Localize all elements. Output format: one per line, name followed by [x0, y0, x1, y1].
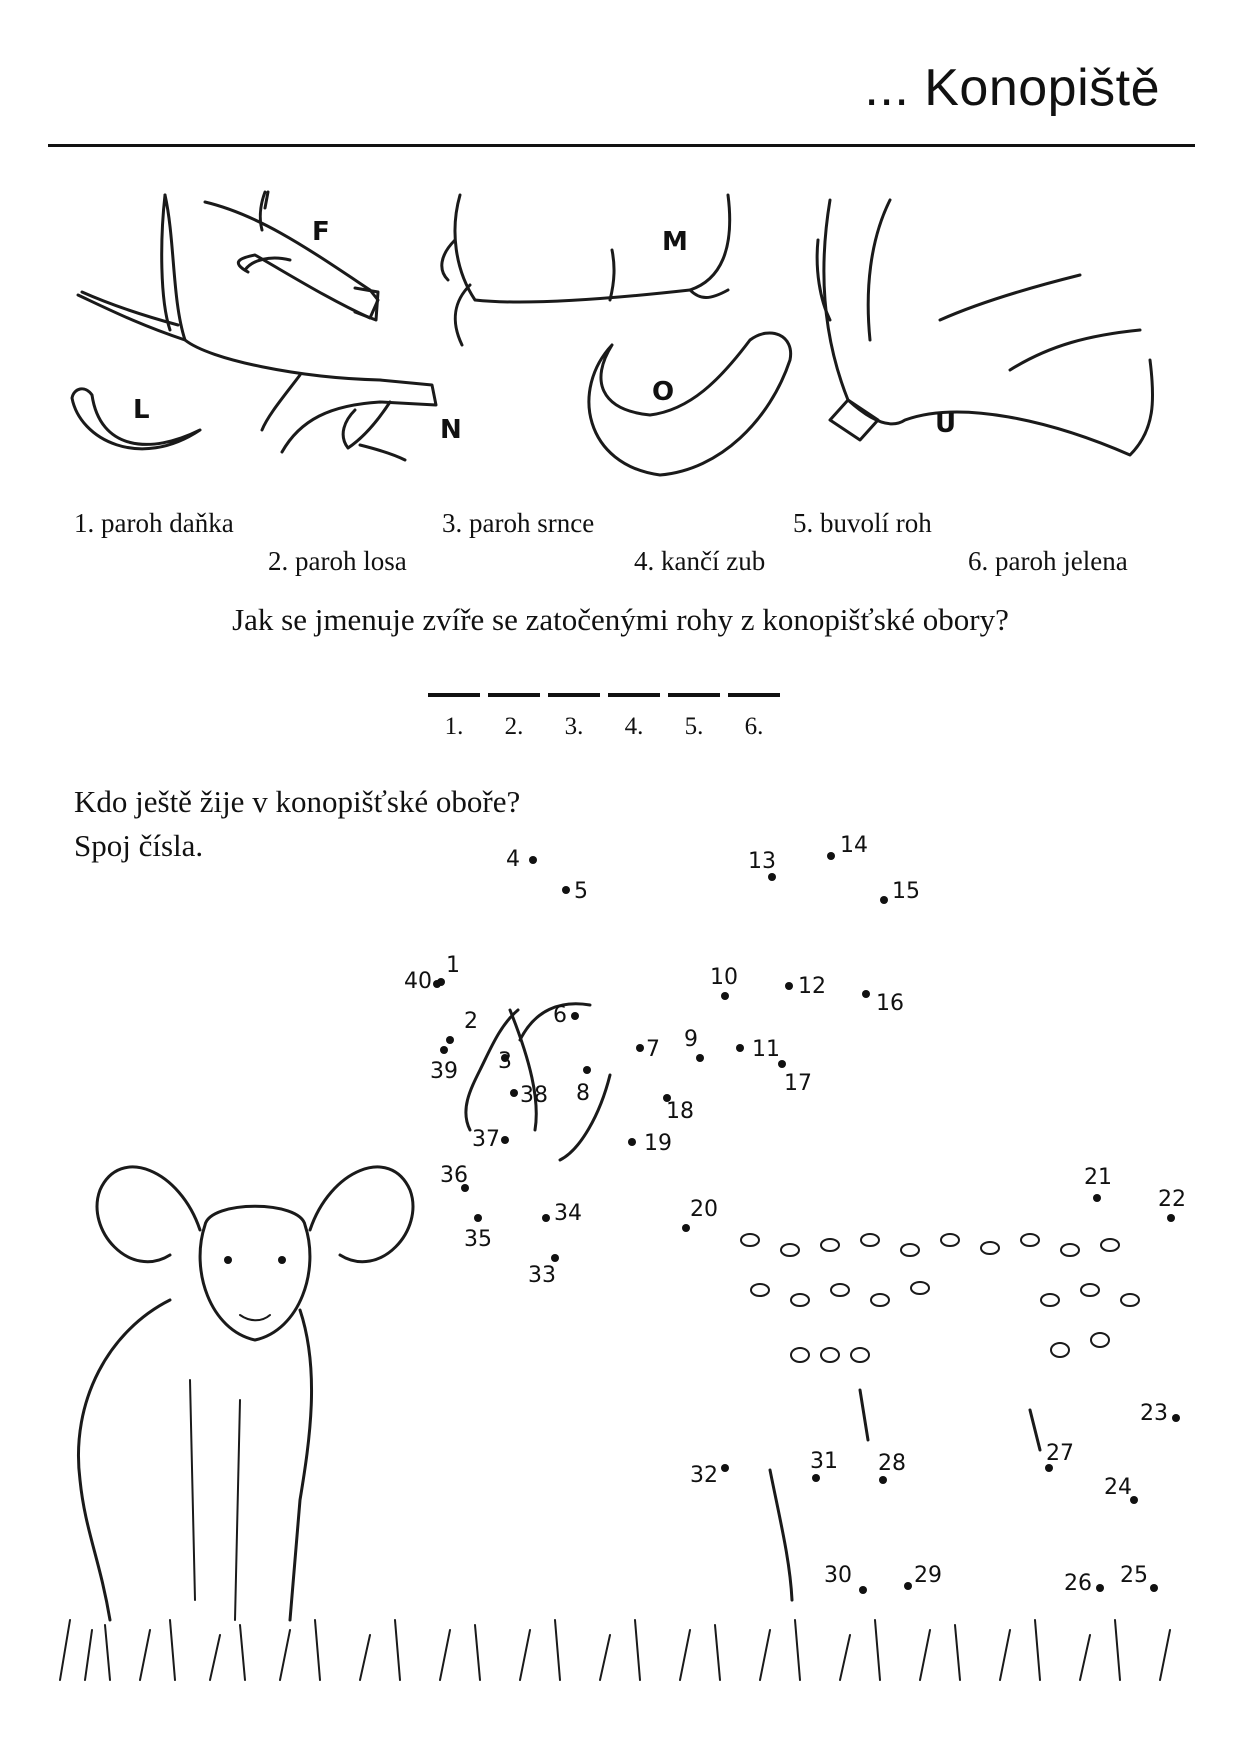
svg-text:21: 21 [1084, 1165, 1112, 1190]
svg-text:8: 8 [576, 1081, 590, 1106]
svg-text:30: 30 [824, 1563, 852, 1588]
answer-slot-number: 4. [624, 713, 644, 740]
question-text: Jak se jmenuje zvíře se zatočenými rohy z konopišťské obory? [232, 602, 1009, 637]
answer-slot-number: 6. [744, 713, 764, 740]
dot-4[interactable] [506, 847, 537, 872]
dot-33[interactable] [528, 1254, 559, 1288]
svg-text:25: 25 [1120, 1563, 1148, 1588]
task-line-1: Kdo ještě žije v konopišťské oboře? [74, 784, 521, 819]
svg-text:33: 33 [528, 1263, 556, 1288]
item-label-1: 1. paroh daňka [74, 508, 234, 538]
page-title: ... Konopiště [864, 59, 1160, 117]
dot-34[interactable] [542, 1201, 582, 1226]
dot-9[interactable] [684, 1027, 704, 1062]
answer-slot-number: 1. [444, 713, 464, 740]
svg-text:7: 7 [646, 1037, 660, 1062]
item-label-2: 2. paroh losa [268, 546, 407, 576]
item-label-6: 6. paroh jelena [968, 546, 1128, 576]
task-line-2: Spoj čísla. [74, 828, 204, 863]
dot-23[interactable] [1140, 1401, 1180, 1426]
svg-text:16: 16 [876, 991, 904, 1016]
dot-37[interactable] [472, 1127, 509, 1152]
dot-36[interactable] [440, 1163, 469, 1192]
svg-text:29: 29 [914, 1563, 942, 1588]
dot-32[interactable] [690, 1463, 729, 1488]
answer-slot-number: 2. [504, 713, 524, 740]
dot-3[interactable] [498, 1049, 512, 1074]
svg-text:14: 14 [840, 833, 868, 858]
letter-o: O [652, 377, 675, 407]
svg-text:22: 22 [1158, 1187, 1186, 1212]
svg-text:37: 37 [472, 1127, 500, 1152]
item-label-5: 5. buvolí roh [793, 508, 932, 538]
dot-10[interactable] [710, 965, 738, 1000]
dot-17[interactable] [778, 1060, 812, 1096]
dot-14[interactable] [827, 833, 868, 860]
dot-18[interactable] [663, 1094, 694, 1124]
svg-text:26: 26 [1064, 1571, 1092, 1596]
dot-26[interactable] [1064, 1571, 1104, 1596]
svg-text:34: 34 [554, 1201, 582, 1226]
dot-28[interactable] [878, 1451, 906, 1484]
dot-24[interactable] [1104, 1475, 1138, 1504]
svg-text:9: 9 [684, 1027, 698, 1052]
dot-31[interactable] [810, 1449, 838, 1482]
dot-20[interactable] [682, 1197, 718, 1232]
letter-n: N [440, 415, 462, 445]
dot-2[interactable] [446, 1009, 478, 1044]
letter-l: L [133, 395, 150, 425]
dot-11[interactable] [736, 1037, 780, 1062]
svg-text:15: 15 [892, 879, 920, 904]
svg-text:3: 3 [498, 1049, 512, 1074]
dot-30[interactable] [824, 1563, 867, 1594]
item-label-4: 4. kančí zub [634, 546, 766, 576]
svg-text:24: 24 [1104, 1475, 1132, 1500]
svg-text:6: 6 [553, 1003, 567, 1028]
svg-text:20: 20 [690, 1197, 718, 1222]
svg-text:5: 5 [574, 879, 588, 904]
letter-m: M [662, 227, 688, 257]
svg-text:1: 1 [446, 953, 460, 978]
svg-text:23: 23 [1140, 1401, 1168, 1426]
svg-text:19: 19 [644, 1131, 672, 1156]
svg-text:10: 10 [710, 965, 738, 990]
dot-39[interactable] [430, 1046, 458, 1084]
svg-text:13: 13 [748, 849, 776, 874]
svg-text:32: 32 [690, 1463, 718, 1488]
dot-12[interactable] [785, 974, 826, 999]
svg-text:18: 18 [666, 1099, 694, 1124]
dot-19[interactable] [628, 1131, 672, 1156]
dot-27[interactable] [1045, 1441, 1074, 1472]
item-label-3: 3. paroh srnce [442, 508, 595, 538]
dot-7[interactable] [636, 1037, 660, 1062]
svg-text:31: 31 [810, 1449, 838, 1474]
svg-text:11: 11 [752, 1037, 780, 1062]
svg-text:38: 38 [520, 1083, 548, 1108]
svg-text:36: 36 [440, 1163, 468, 1188]
dot-15[interactable] [880, 879, 920, 904]
dot-13[interactable] [748, 849, 776, 881]
answer-slot-number: 3. [564, 713, 584, 740]
svg-text:4: 4 [506, 847, 520, 872]
dot-29[interactable] [904, 1563, 942, 1590]
dot-22[interactable] [1158, 1187, 1186, 1222]
dot-38[interactable] [510, 1083, 548, 1108]
dot-40[interactable] [404, 969, 441, 994]
dot-8[interactable] [576, 1066, 591, 1106]
svg-text:40: 40 [404, 969, 432, 994]
svg-text:28: 28 [878, 1451, 906, 1476]
dot-16[interactable] [862, 990, 904, 1016]
dot-25[interactable] [1120, 1563, 1158, 1592]
svg-text:27: 27 [1046, 1441, 1074, 1466]
svg-text:2: 2 [464, 1009, 478, 1034]
dot-35[interactable] [464, 1214, 492, 1252]
svg-text:35: 35 [464, 1227, 492, 1252]
dot-5[interactable] [562, 879, 588, 904]
svg-text:39: 39 [430, 1059, 458, 1084]
svg-text:17: 17 [784, 1071, 812, 1096]
letter-f: F [312, 217, 330, 247]
dot-6[interactable] [553, 1003, 579, 1028]
answer-slot-number: 5. [684, 713, 704, 740]
dot-21[interactable] [1084, 1165, 1112, 1202]
letter-u: U [935, 409, 957, 439]
svg-text:12: 12 [798, 974, 826, 999]
dot-1[interactable] [437, 953, 460, 986]
